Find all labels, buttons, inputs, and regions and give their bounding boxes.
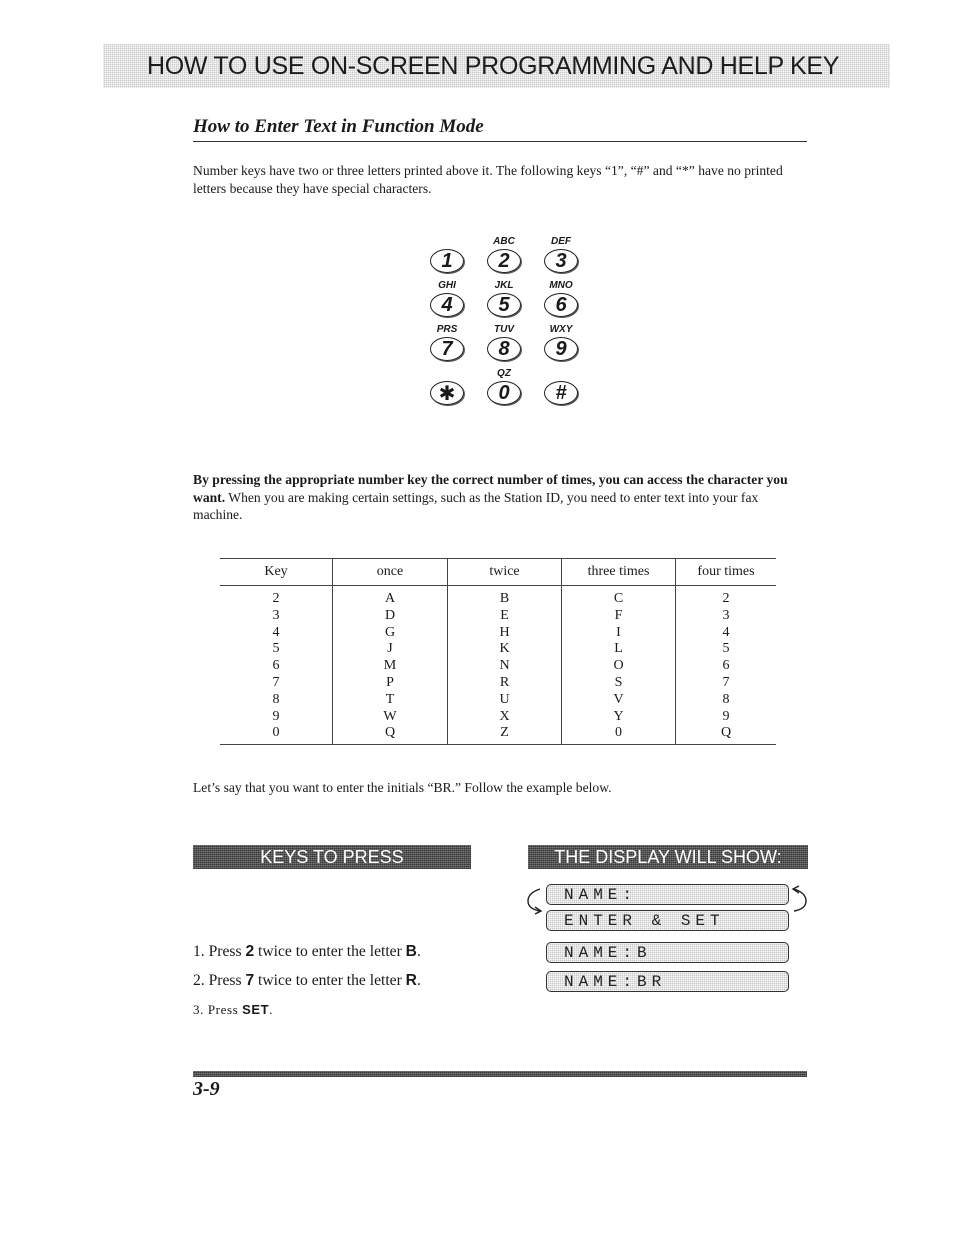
key-digit: 1 xyxy=(430,249,464,273)
table-cell: D xyxy=(333,608,448,625)
display-line-name-br: NAME:BR xyxy=(546,971,789,992)
keypad-key xyxy=(419,280,475,317)
table-header: Key xyxy=(220,559,333,586)
step-text: twice to enter the letter xyxy=(254,943,406,960)
instruction-bold: By pressing the appropriate number key the correct number of times, you can access the character you want. xyxy=(193,472,788,505)
table-row xyxy=(220,608,776,625)
table-cell: F xyxy=(562,608,676,625)
keypad-key xyxy=(476,280,532,317)
table-cell: H xyxy=(448,625,562,642)
table-cell: 0 xyxy=(562,725,676,744)
table-cell: E xyxy=(448,608,562,625)
key-digit: 0 xyxy=(487,381,521,405)
key-label: 7 xyxy=(245,972,255,989)
key-digit: 3 xyxy=(544,249,578,273)
page-banner xyxy=(103,44,890,88)
step-text: Press xyxy=(208,972,246,989)
display-line-enter-set: ENTER & SET xyxy=(546,910,789,931)
table-row xyxy=(220,675,776,692)
key-digit: 6 xyxy=(544,293,578,317)
step-end: . xyxy=(416,972,421,989)
table-cell: 5 xyxy=(272,641,280,657)
key-digit: 5 xyxy=(487,293,521,317)
table-cell: K xyxy=(448,641,562,658)
key-letters: ABC xyxy=(493,236,515,247)
table-cell: 3 xyxy=(272,607,280,623)
key-digit: 4 xyxy=(430,293,464,317)
table-cell: 0 xyxy=(220,725,333,744)
keypad-key xyxy=(476,368,532,405)
example-paragraph: Let’s say that you want to enter the initials “BR.” Follow the example below. xyxy=(193,780,612,795)
table-cell: Q xyxy=(333,725,448,744)
table-cell: J xyxy=(333,641,448,658)
table-cell: 8 xyxy=(272,691,280,707)
instruction-rest: When you are making certain settings, such as the Station ID, you need to enter text into your fax machine. xyxy=(193,489,759,522)
keypad-key xyxy=(533,368,589,405)
table-cell: 7 xyxy=(272,674,280,690)
keypad-key xyxy=(533,324,589,361)
table-cell: 2 xyxy=(676,586,777,608)
table-cell: C xyxy=(562,586,676,608)
table-row xyxy=(220,625,776,642)
key-label: 2 xyxy=(245,943,255,960)
table-cell: R xyxy=(448,675,562,692)
key-letters: WXY xyxy=(549,324,573,335)
keys-to-press-heading: KEYS TO PRESS xyxy=(193,845,471,869)
key-digit: 7 xyxy=(430,337,464,361)
table-cell: P xyxy=(333,675,448,692)
key-letters: DEF xyxy=(551,236,571,247)
step-text: twice to enter the letter xyxy=(254,972,406,989)
table-cell: X xyxy=(448,709,562,726)
table-cell: 4 xyxy=(676,625,777,642)
table-header: three times xyxy=(562,559,676,586)
step-text: Press xyxy=(207,1002,243,1017)
table-cell: L xyxy=(562,641,676,658)
table-cell: M xyxy=(333,658,448,675)
letter-label: B xyxy=(405,943,417,960)
key-letters xyxy=(419,236,475,248)
step-number: 3. xyxy=(193,1002,204,1017)
key-label: SET xyxy=(242,1002,270,1017)
step-1 xyxy=(193,942,421,962)
table-cell: 2 xyxy=(272,591,280,606)
character-table xyxy=(220,558,776,745)
table-header: once xyxy=(333,559,448,586)
table-cell: G xyxy=(333,625,448,642)
key-letters: TUV xyxy=(494,324,514,335)
table-cell: N xyxy=(448,658,562,675)
display-will-show-heading: THE DISPLAY WILL SHOW: xyxy=(528,845,808,869)
table-cell: 8 xyxy=(676,692,777,709)
table-row xyxy=(220,692,776,709)
key-letters: QZ xyxy=(497,368,511,379)
key-letters xyxy=(533,368,589,380)
table-cell: 7 xyxy=(676,675,777,692)
step-number: 2. xyxy=(193,972,205,989)
key-letters: MNO xyxy=(549,280,573,291)
table-cell: 6 xyxy=(272,658,280,674)
step-text: Press xyxy=(208,943,246,960)
keypad-key xyxy=(476,324,532,361)
table-row xyxy=(220,709,776,726)
table-cell: T xyxy=(333,692,448,709)
table-cell: 3 xyxy=(676,608,777,625)
step-end: . xyxy=(269,1002,274,1017)
table-cell: Q xyxy=(676,725,777,744)
keypad-key xyxy=(419,324,475,361)
intro-paragraph: Number keys have two or three letters printed above it. The following keys “1”, “#” and “*” have no printed letters because they have special characters. xyxy=(193,163,783,196)
key-letters xyxy=(419,368,475,380)
table-cell: S xyxy=(562,675,676,692)
table-cell: 4 xyxy=(272,624,280,640)
banner-title: HOW TO USE ON-SCREEN PROGRAMMING AND HELP KEY xyxy=(147,51,840,80)
table-cell: W xyxy=(333,709,448,726)
table-row xyxy=(220,641,776,658)
table-header-row xyxy=(220,559,776,586)
table-cell: Y xyxy=(562,709,676,726)
page-number: 3-9 xyxy=(193,1078,220,1100)
display-line-name-b: NAME:B xyxy=(546,942,789,963)
table-row xyxy=(220,725,776,744)
table-cell: V xyxy=(562,692,676,709)
step-number: 1. xyxy=(193,943,205,960)
table-cell: 9 xyxy=(676,709,777,726)
keypad-key xyxy=(476,236,532,273)
alternating-arrow-right-icon xyxy=(790,885,810,915)
table-cell: O xyxy=(562,658,676,675)
key-letters: JKL xyxy=(494,280,514,291)
table-cell: I xyxy=(562,625,676,642)
step-3 xyxy=(193,1000,273,1020)
step-end: . xyxy=(416,943,421,960)
alternating-arrow-left-icon xyxy=(524,885,544,915)
table-cell: 9 xyxy=(272,708,280,724)
table-header: twice xyxy=(448,559,562,586)
table-cell: U xyxy=(448,692,562,709)
key-digit: 8 xyxy=(487,337,521,361)
step-2 xyxy=(193,971,421,991)
key-letters: PRS xyxy=(436,324,458,335)
key-digit: 9 xyxy=(544,337,578,361)
table-cell: 5 xyxy=(676,641,777,658)
display-line-name: NAME: xyxy=(546,884,789,905)
table-header: four times xyxy=(676,559,777,586)
table-cell: Z xyxy=(448,725,562,744)
keypad-illustration xyxy=(419,236,599,416)
keypad-key xyxy=(419,368,475,405)
letter-label: R xyxy=(405,972,417,989)
key-digit: ✱ xyxy=(430,381,464,405)
table-row xyxy=(220,658,776,675)
instruction-paragraph xyxy=(193,471,811,524)
footer-rule xyxy=(193,1071,807,1077)
key-digit: # xyxy=(544,381,578,405)
table-cell: B xyxy=(448,586,562,608)
key-digit: 2 xyxy=(487,249,521,273)
keypad-key xyxy=(533,280,589,317)
table-cell: 6 xyxy=(676,658,777,675)
keypad-key xyxy=(533,236,589,273)
section-title: How to Enter Text in Function Mode xyxy=(193,116,807,142)
key-letters: GHI xyxy=(438,280,456,291)
table-row xyxy=(220,586,776,608)
table-cell: A xyxy=(333,586,448,608)
table-body xyxy=(220,586,776,745)
keypad-key xyxy=(419,236,475,273)
